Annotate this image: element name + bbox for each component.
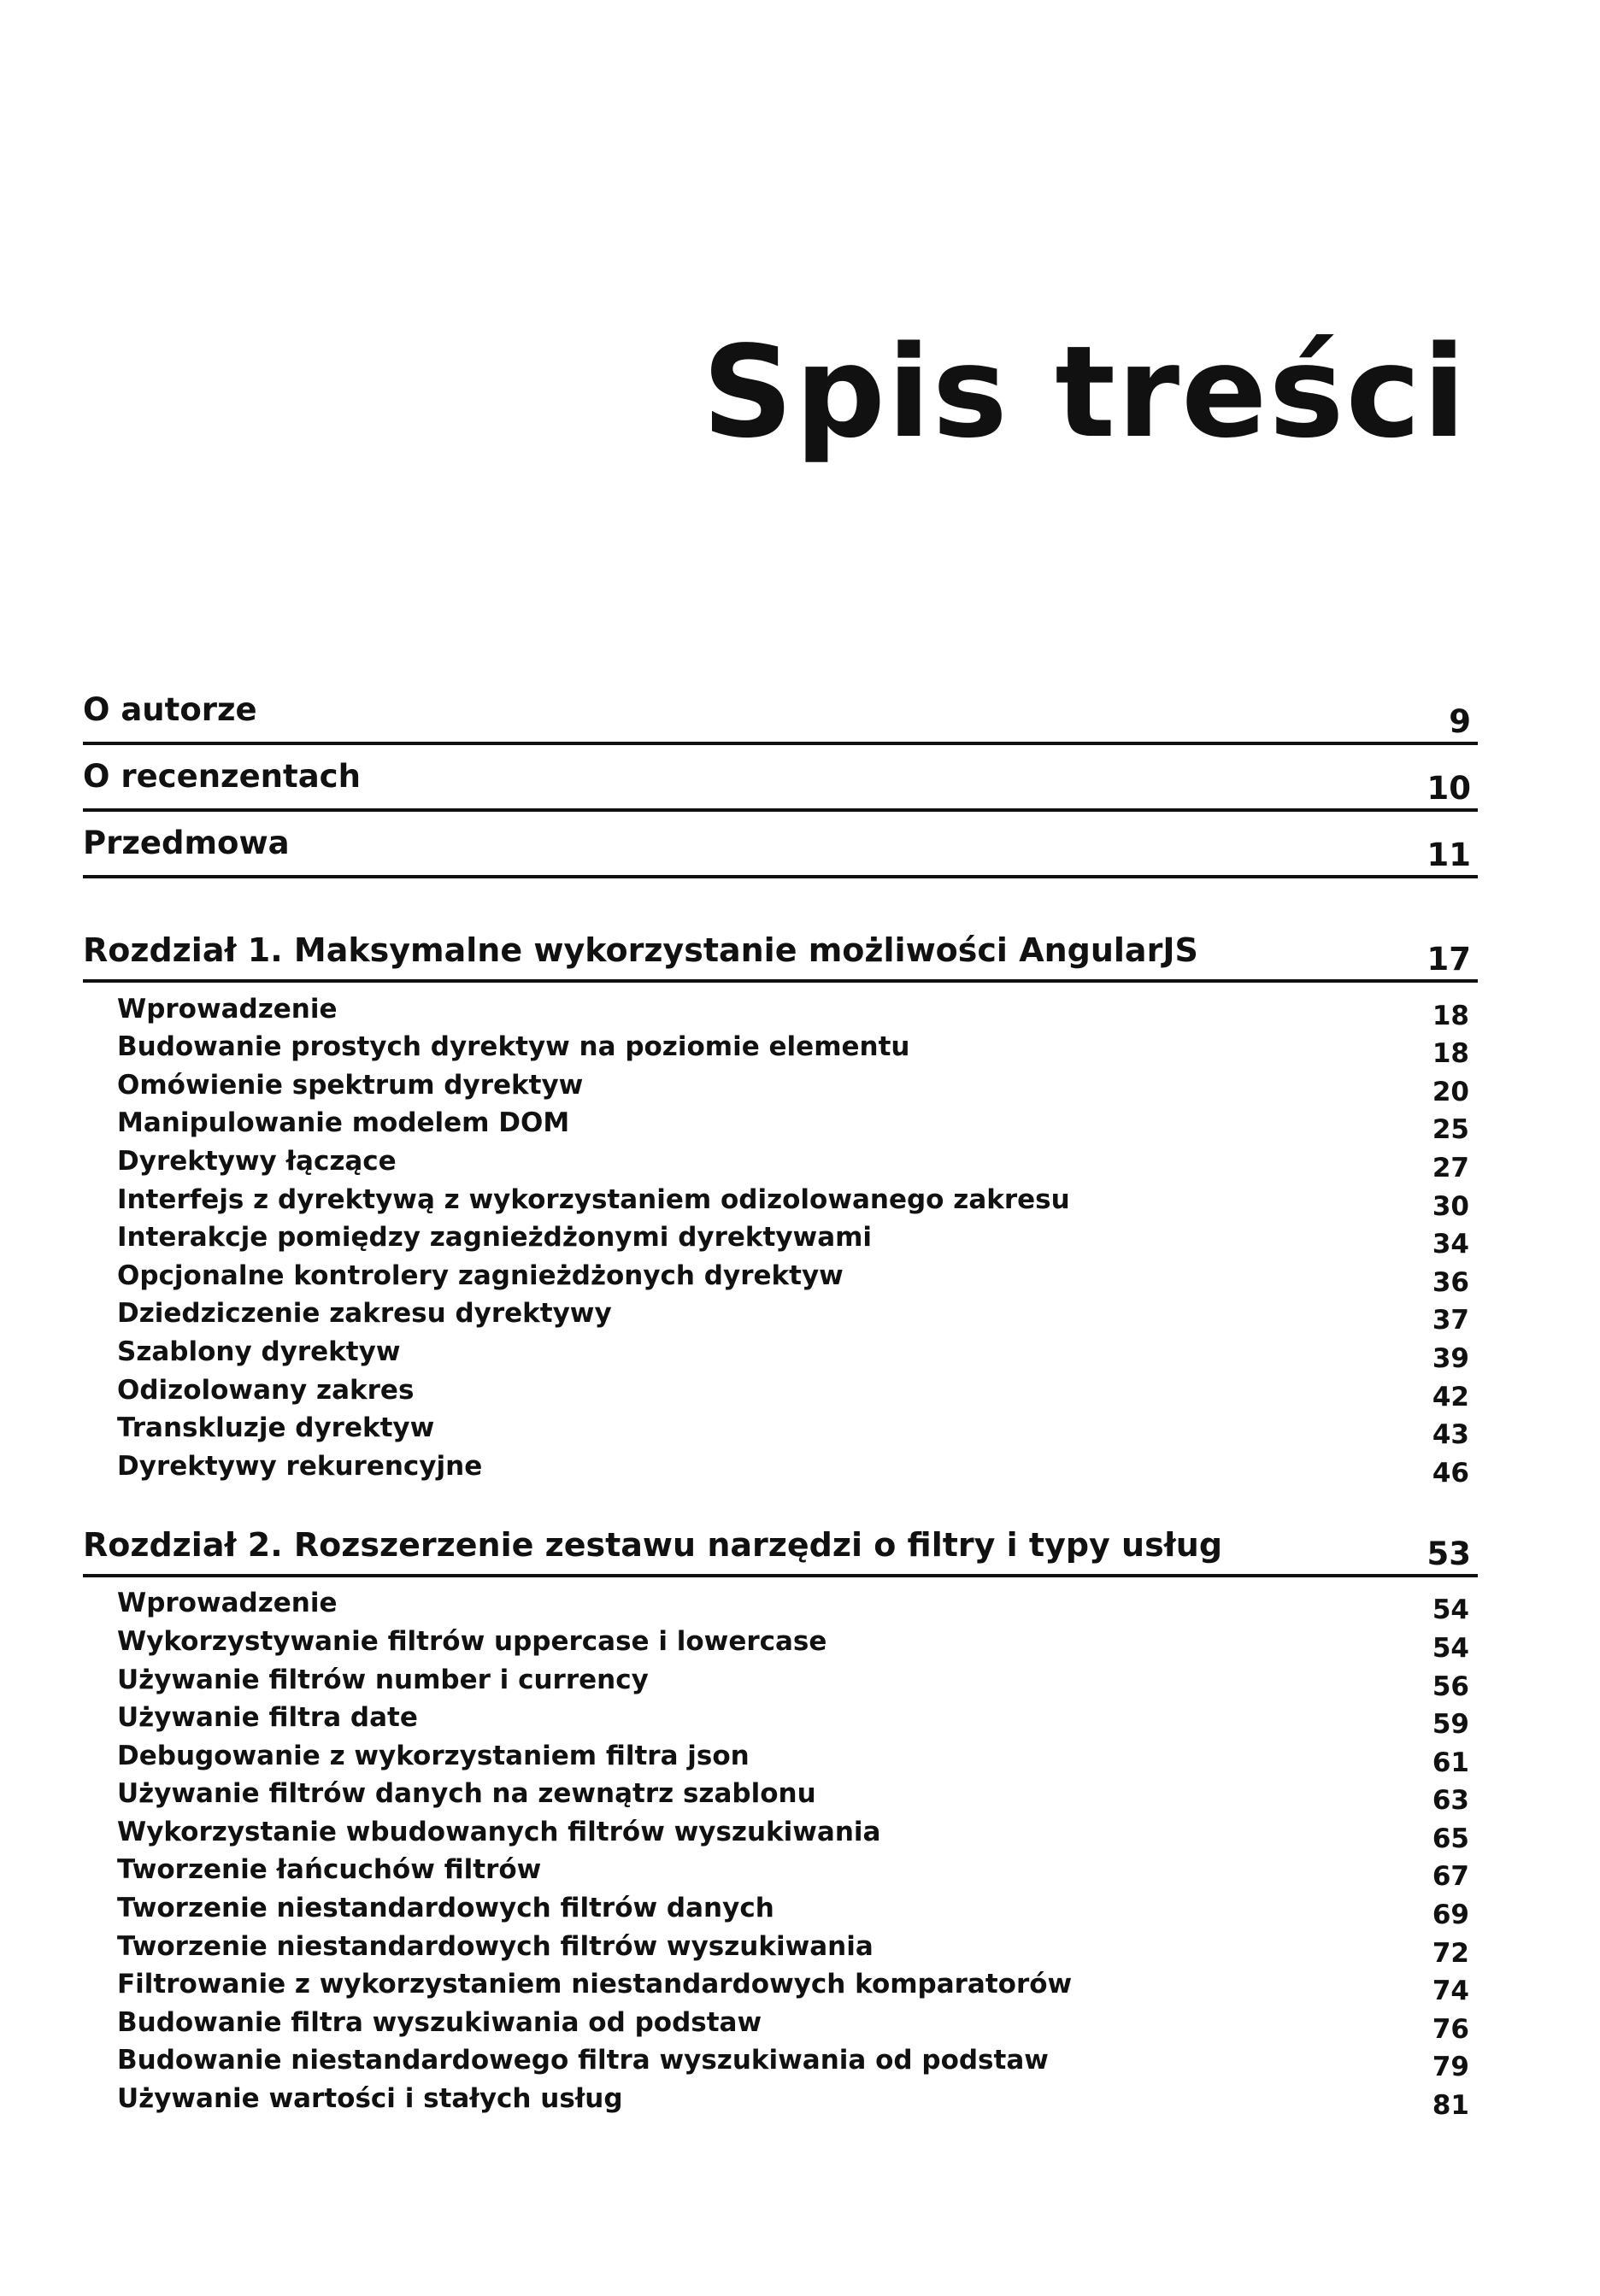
toc-section-entry[interactable] <box>83 1969 1478 2007</box>
toc-section-entry[interactable] <box>83 1892 1478 1930</box>
toc-section-entry[interactable] <box>83 2045 1478 2083</box>
page-title: Spis treści <box>702 319 1468 466</box>
toc-section-entry[interactable] <box>83 1069 1478 1107</box>
toc-page-number: 10 <box>1426 770 1471 807</box>
section-title: Dyrektywy łączące <box>117 1145 397 1177</box>
toc-section-entry[interactable] <box>83 1854 1478 1893</box>
section-title: Tworzenie niestandardowych filtrów wyszukiwania <box>117 1930 874 1962</box>
section-title: Omówienie spektrum dyrektyw <box>117 1069 584 1101</box>
toc-section-entry[interactable] <box>83 1183 1478 1222</box>
toc-page-number: 30 <box>1432 1190 1469 1222</box>
toc-page-number: 43 <box>1432 1419 1469 1451</box>
table-of-contents <box>83 684 1478 2121</box>
toc-page-number: 63 <box>1432 1785 1469 1817</box>
section-title: Używanie filtrów number i currency <box>117 1664 649 1695</box>
toc-section-entry[interactable] <box>83 1107 1478 1146</box>
toc-page-number: 76 <box>1432 2013 1469 2045</box>
section-title: Używanie wartości i stałych usług <box>117 2083 623 2115</box>
toc-section-entry[interactable] <box>83 1702 1478 1741</box>
section-title: Interakcje pomiędzy zagnieżdżonymi dyrektywami <box>117 1222 873 1254</box>
toc-section-entry[interactable] <box>83 2082 1478 2121</box>
toc-front-entry[interactable] <box>83 750 1478 812</box>
section-title: Wprowadzenie <box>117 993 338 1025</box>
section-title: Odizolowany zakres <box>117 1374 415 1406</box>
section-title: Wprowadzenie <box>117 1588 338 1619</box>
toc-section-entry[interactable] <box>83 1031 1478 1070</box>
toc-page-number: 79 <box>1432 2052 1469 2083</box>
toc-section-entry[interactable] <box>83 1740 1478 1778</box>
toc-section-entry[interactable] <box>83 1374 1478 1412</box>
toc-page-number: 9 <box>1449 703 1471 740</box>
toc-section-entry[interactable] <box>83 1816 1478 1854</box>
chapter-title: Rozdział 1. Maksymalne wykorzystanie możliwości AngularJS <box>83 931 1198 969</box>
toc-front-entry[interactable] <box>83 684 1478 745</box>
toc-page-number: 61 <box>1432 1747 1469 1778</box>
section-title: Dziedziczenie zakresu dyrektywy <box>117 1298 612 1330</box>
section-title: Używanie filtra date <box>117 1702 418 1734</box>
chapter-block <box>83 1523 1478 2121</box>
toc-page-number: 34 <box>1432 1229 1469 1260</box>
toc-page-number: 25 <box>1432 1114 1469 1146</box>
front-matter <box>83 684 1478 878</box>
toc-page-number: 56 <box>1432 1671 1469 1702</box>
toc-section-entry[interactable] <box>83 1778 1478 1817</box>
section-title: Szablony dyrektyw <box>117 1336 401 1367</box>
toc-page-number: 39 <box>1432 1342 1469 1374</box>
toc-page-number: 65 <box>1432 1823 1469 1854</box>
section-title: Dyrektywy rekurencyjne <box>117 1450 483 1482</box>
section-title: Manipulowanie modelem DOM <box>117 1107 570 1139</box>
toc-section-entry[interactable] <box>83 1222 1478 1260</box>
toc-entry-label: O recenzentach <box>83 758 361 795</box>
toc-page-number: 18 <box>1432 1038 1469 1070</box>
chapter-heading[interactable] <box>83 1523 1478 1577</box>
toc-page-number: 17 <box>1426 941 1471 978</box>
toc-page-number: 54 <box>1432 1594 1469 1626</box>
toc-section-entry[interactable] <box>83 1450 1478 1489</box>
toc-page-number: 72 <box>1432 1937 1469 1969</box>
toc-page-number: 18 <box>1432 1000 1469 1031</box>
chapters <box>83 928 1478 2121</box>
toc-page-number: 67 <box>1432 1861 1469 1893</box>
section-list <box>83 1588 1478 2121</box>
toc-section-entry[interactable] <box>83 1625 1478 1664</box>
toc-page-number: 53 <box>1426 1535 1471 1572</box>
chapter-block <box>83 928 1478 1489</box>
toc-section-entry[interactable] <box>83 1412 1478 1451</box>
chapter-title: Rozdział 2. Rozszerzenie zestawu narzędzi o filtry i typy usług <box>83 1525 1223 1564</box>
chapter-heading[interactable] <box>83 928 1478 983</box>
toc-page-number: 36 <box>1432 1266 1469 1298</box>
toc-page-number: 11 <box>1426 837 1471 873</box>
section-title: Debugowanie z wykorzystaniem filtra json <box>117 1740 750 1771</box>
toc-page-number: 74 <box>1432 1976 1469 2007</box>
toc-page-number: 59 <box>1432 1709 1469 1741</box>
toc-section-entry[interactable] <box>83 1664 1478 1702</box>
section-title: Tworzenie niestandardowych filtrów danych <box>117 1893 774 1924</box>
toc-page-number: 81 <box>1432 2090 1469 2122</box>
section-title: Budowanie niestandardowego filtra wyszukiwania od podstaw <box>117 2045 1049 2076</box>
toc-section-entry[interactable] <box>83 2006 1478 2045</box>
section-title: Budowanie filtra wyszukiwania od podstaw <box>117 2006 762 2038</box>
toc-page-number: 42 <box>1432 1381 1469 1412</box>
section-title: Interfejs z dyrektywą z wykorzystaniem odizolowanego zakresu <box>117 1183 1070 1215</box>
toc-front-entry[interactable] <box>83 817 1478 878</box>
toc-section-entry[interactable] <box>83 1930 1478 1969</box>
toc-page-number: 54 <box>1432 1632 1469 1664</box>
toc-section-entry[interactable] <box>83 1145 1478 1183</box>
toc-section-entry[interactable] <box>83 1298 1478 1336</box>
toc-entry-label: Przedmowa <box>83 825 290 861</box>
toc-section-entry[interactable] <box>83 993 1478 1031</box>
toc-page-number: 20 <box>1432 1076 1469 1107</box>
toc-section-entry[interactable] <box>83 1260 1478 1298</box>
section-title: Filtrowanie z wykorzystaniem niestandardowych komparatorów <box>117 1969 1073 2000</box>
section-title: Opcjonalne kontrolery zagnieżdżonych dyrektyw <box>117 1260 844 1291</box>
toc-page-number: 46 <box>1432 1457 1469 1489</box>
toc-section-entry[interactable] <box>83 1588 1478 1626</box>
section-title: Używanie filtrów danych na zewnątrz szablonu <box>117 1778 816 1810</box>
section-title: Transkluzje dyrektyw <box>117 1412 435 1444</box>
section-title: Wykorzystanie wbudowanych filtrów wyszukiwania <box>117 1816 881 1847</box>
section-list <box>83 993 1478 1489</box>
section-title: Budowanie prostych dyrektyw na poziomie elementu <box>117 1031 910 1063</box>
toc-page-number: 37 <box>1432 1305 1469 1336</box>
toc-entry-label: O autorze <box>83 691 257 728</box>
toc-page-number: 69 <box>1432 1900 1469 1931</box>
toc-section-entry[interactable] <box>83 1336 1478 1374</box>
section-title: Wykorzystywanie filtrów uppercase i lowercase <box>117 1625 827 1657</box>
toc-page-number: 27 <box>1432 1152 1469 1183</box>
section-title: Tworzenie łańcuchów filtrów <box>117 1854 542 1886</box>
